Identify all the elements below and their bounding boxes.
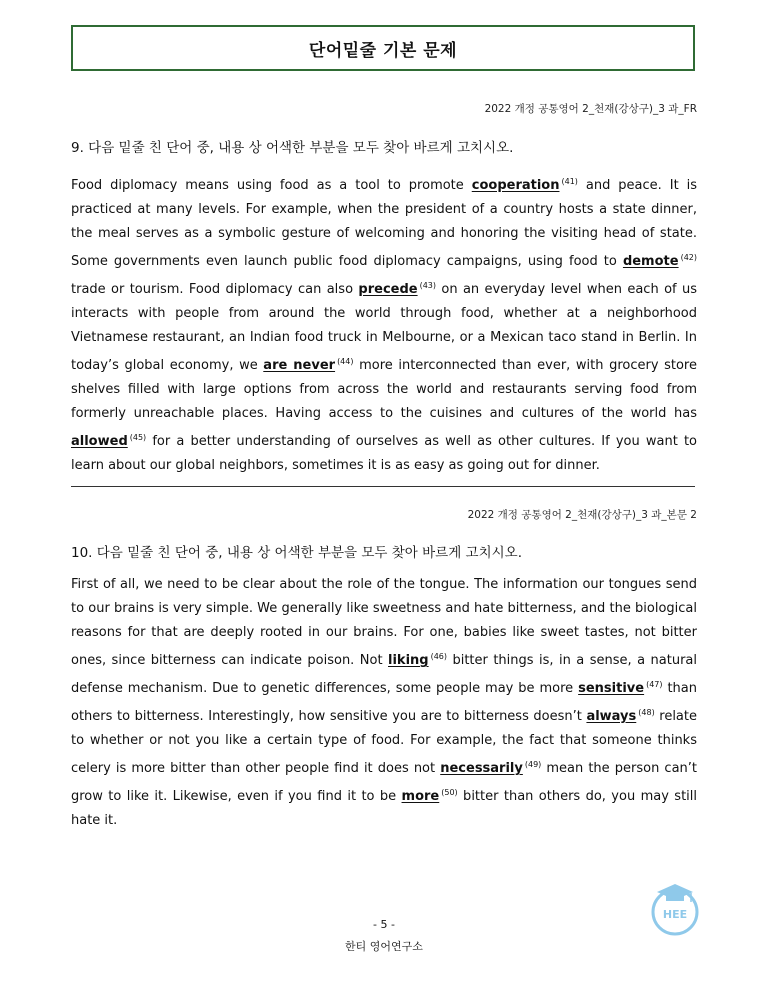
underlined-word: sensitive <box>578 681 645 696</box>
item-number: (49) <box>524 760 542 769</box>
title-box <box>71 25 695 71</box>
underlined-word: demote <box>622 254 679 269</box>
underlined-word: always <box>586 709 637 724</box>
page-title: 단어밑줄 기본 문제 <box>308 40 458 61</box>
underlined-word: precede <box>358 282 418 297</box>
underlined-word: liking <box>388 653 429 668</box>
passage-text: bitter than others do, you may still hate it. <box>71 789 698 828</box>
passage-text: mean the person can’t grow to like it. Likewise, even if you find it to be <box>71 761 698 804</box>
underlined-word: allowed <box>71 434 128 449</box>
page-number: - 5 - <box>373 918 395 931</box>
passage-text: for a better understanding of ourselves as well as other cultures. If you want to learn about our global neighbors, sometimes it is as easy as going out for dinner. <box>71 434 697 473</box>
passage-text: and peace. It is practiced at many levels. For example, when the president of a country hosts a state dinner, the meal serves as a symbolic gesture of welcoming and honoring the visiting head of state. Some governments even launch public food diplomacy campaigns, using food to <box>71 178 698 269</box>
passage-text: bitter things is, in a sense, a natural defense mechanism. Due to genetic differences, some people may be more <box>71 653 697 696</box>
passage-text: relate to whether or not you like a certain type of food. For example, the fact that someone thinks celery is more bitter than other people find it does not <box>71 709 697 776</box>
passage-text: than others to bitterness. Interestingly, how sensitive you are to bitterness doesn’t <box>71 681 697 724</box>
item-number: (42) <box>680 253 697 262</box>
item-number: (46) <box>430 652 448 661</box>
underlined-word: cooperation <box>471 178 560 193</box>
passage-text: Food diplomacy means using food as a tool to promote <box>71 178 472 193</box>
item-number: (41) <box>561 177 578 186</box>
q9-source: 2022 개정 공통영어 2_천재(강상구)_3 과_FR <box>484 103 697 115</box>
item-number: (48) <box>638 708 655 717</box>
q10-source: 2022 개정 공통영어 2_천재(강상구)_3 과_본문 2 <box>467 509 697 521</box>
q10-prompt: 10. 다음 밑줄 친 단어 중, 내용 상 어색한 부분을 모두 찾아 바르게 고치시오. <box>71 545 522 561</box>
section-divider <box>71 486 695 487</box>
passage-text: more interconnected than ever, with grocery store shelves filled with large options from across the world and restaurants serving food from formerly unreachable places. Having access to the cuisines and cultures of the world has <box>71 358 697 421</box>
item-number: (47) <box>646 680 663 689</box>
logo-text: HEE <box>662 908 688 921</box>
publisher-name: 한티 영어연구소 <box>345 940 423 953</box>
underlined-word: more <box>401 789 440 804</box>
item-number: (45) <box>129 433 147 442</box>
passage-text: on an everyday level when each of us interacts with people from around the world through food, whether at a neighborhood Vietnamese restaurant, an Indian food truck in Melbourne, or a Mexican taco stand in Berlin. In today’s global economy, we <box>71 282 697 373</box>
item-number: (44) <box>337 357 354 366</box>
q10-passage <box>71 573 697 833</box>
item-number: (43) <box>419 281 437 290</box>
underlined-word: necessarily <box>440 761 523 776</box>
hee-logo-icon <box>645 878 705 938</box>
q9-prompt: 9. 다음 밑줄 친 단어 중, 내용 상 어색한 부분을 모두 찾아 바르게 고치시오. <box>71 140 514 156</box>
passage-text: First of all, we need to be clear about the role of the tongue. The information our tongues send to our brains is very simple. We generally like sweetness and hate bitterness, and the biological reasons for that are deeply rooted in our brains. For one, babies like sweet tastes, not bitter ones, since bitterness can indicate poison. Not <box>71 577 697 668</box>
underlined-word: are never <box>263 358 336 373</box>
passage-text: trade or tourism. Food diplomacy can also <box>71 282 359 297</box>
q9-passage <box>71 170 697 478</box>
item-number: (50) <box>441 788 458 797</box>
